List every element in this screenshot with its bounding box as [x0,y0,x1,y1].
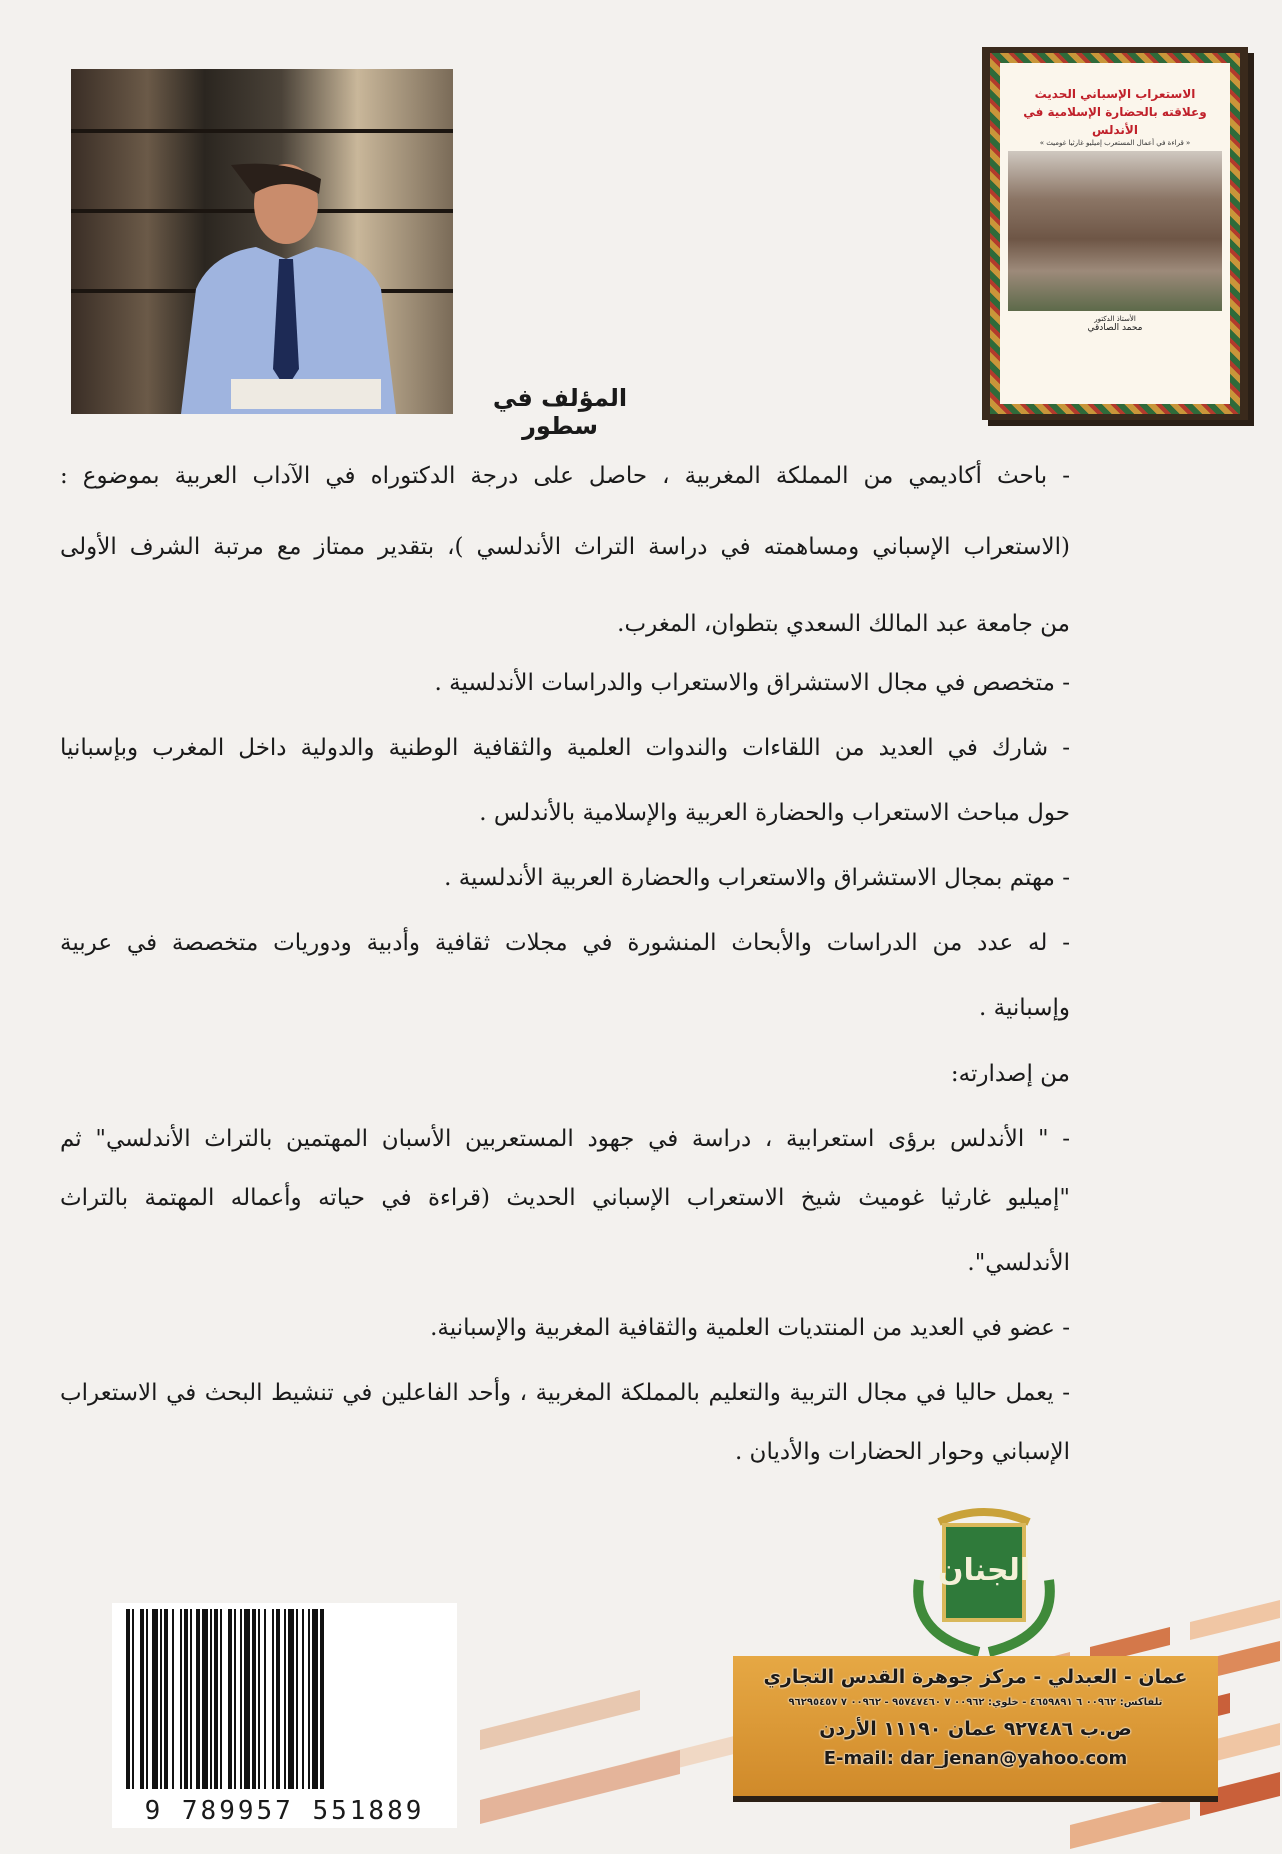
cover-author: محمد الصادقي [1087,323,1143,333]
author-figure [171,159,401,414]
cover-alhambra-image [1008,151,1222,311]
author-photo [71,69,453,414]
cover-title-line2: وعلاقته بالحضارة الإسلامية في الأندلس [1023,105,1207,137]
bio-line: - متخصص في مجال الاستشراق والاستعراب والدراسات الأندلسية . [434,670,1070,696]
publisher-logo-text: الجنان [937,1553,1031,1588]
publisher-info-box [733,1656,1218,1796]
section-heading: المؤلف في سطور [492,384,628,440]
cover-author-prefix: الأستاذ الدكتور [1094,315,1136,323]
bio-line: الإسباني وحوار الحضارات والأديان . [734,1439,1070,1465]
barcode-bar [324,1609,326,1789]
cover-subtitle: « قراءة في أعمال المستعرب إميليو غارثيا غوميث » [1039,139,1191,147]
bio-line: - باحث أكاديمي من المملكة المغربية ، حاصل على درجة الدكتوراه في الآداب العربية بموضوع : [60,463,1070,489]
bio-line: (الاستعراب الإسباني ومساهمته في دراسة التراث الأندلسي )، بتقدير ممتاز مع مرتبة الشرف الأولى [60,534,1070,560]
barcode-bars [126,1609,451,1789]
bio-line: "إميليو غارثيا غوميث شيخ الاستعراب الإسباني الحديث (قراءة في حياته وأعماله المهتمة بالتراث [60,1185,1070,1211]
bio-line: - " الأندلس برؤى استعرابية ، دراسة في جهود المستعربين الأسبان المهتمين بالتراث الأندلسي" ثم [60,1126,1070,1152]
cover-title-line1: الاستعراب الإسباني الحديث [1034,87,1196,101]
publisher-po-box: ص.ب ٩٢٧٤٨٦ عمان ١١١٩٠ الأردن [819,1718,1132,1740]
bio-line: - مهتم بمجال الاستشراق والاستعراب والحضارة العربية الأندلسية . [444,865,1070,891]
bio-line: - يعمل حاليا في مجال التربية والتعليم بالمملكة المغربية ، وأحد الفاعلين في تنشيط البحث في الاستعراب [60,1380,1070,1406]
bio-line: حول مباحث الاستعراب والحضارة العربية والإسلامية بالأندلس . [479,800,1070,826]
publisher-logo [899,1500,1069,1660]
bio-line: من جامعة عبد المالك السعدي بتطوان، المغرب. [617,611,1070,637]
bio-line: - له عدد من الدراسات والأبحاث المنشورة في مجلات ثقافية وأدبية ودوريات متخصصة في عربية [60,930,1070,956]
publisher-address: عمان - العبدلي - مركز جوهرة القدس التجاري [763,1666,1188,1688]
bio-line: وإسبانية . [978,995,1070,1021]
publisher-email[interactable]: E-mail: dar_jenan@yahoo.com [823,1748,1128,1769]
book-cover-thumbnail [982,47,1248,420]
bio-line: - شارك في العديد من اللقاءات والندوات العلمية والثقافية الوطنية والدولية داخل المغرب وبإسبانيا [60,735,1070,761]
bio-line: الأندلسي". [967,1250,1070,1276]
publisher-phones: تلفاكس: ٠٠٩٦٢ ٦ ٤٦٥٩٨٩١ - خلوي: ٠٠٩٦٢ ٧ ٩٥٧٤٧٤٦٠ - ٠٠٩٦٢ ٧ ٩٦٢٩٥٤٥٧ [788,1697,1163,1708]
bio-line: من إصدارته: [950,1061,1070,1087]
isbn-number: 9 789957 551889 [144,1796,425,1826]
bio-line: - عضو في العديد من المنتديات العلمية والثقافية المغربية والإسبانية. [430,1315,1070,1341]
isbn-barcode [112,1603,457,1828]
